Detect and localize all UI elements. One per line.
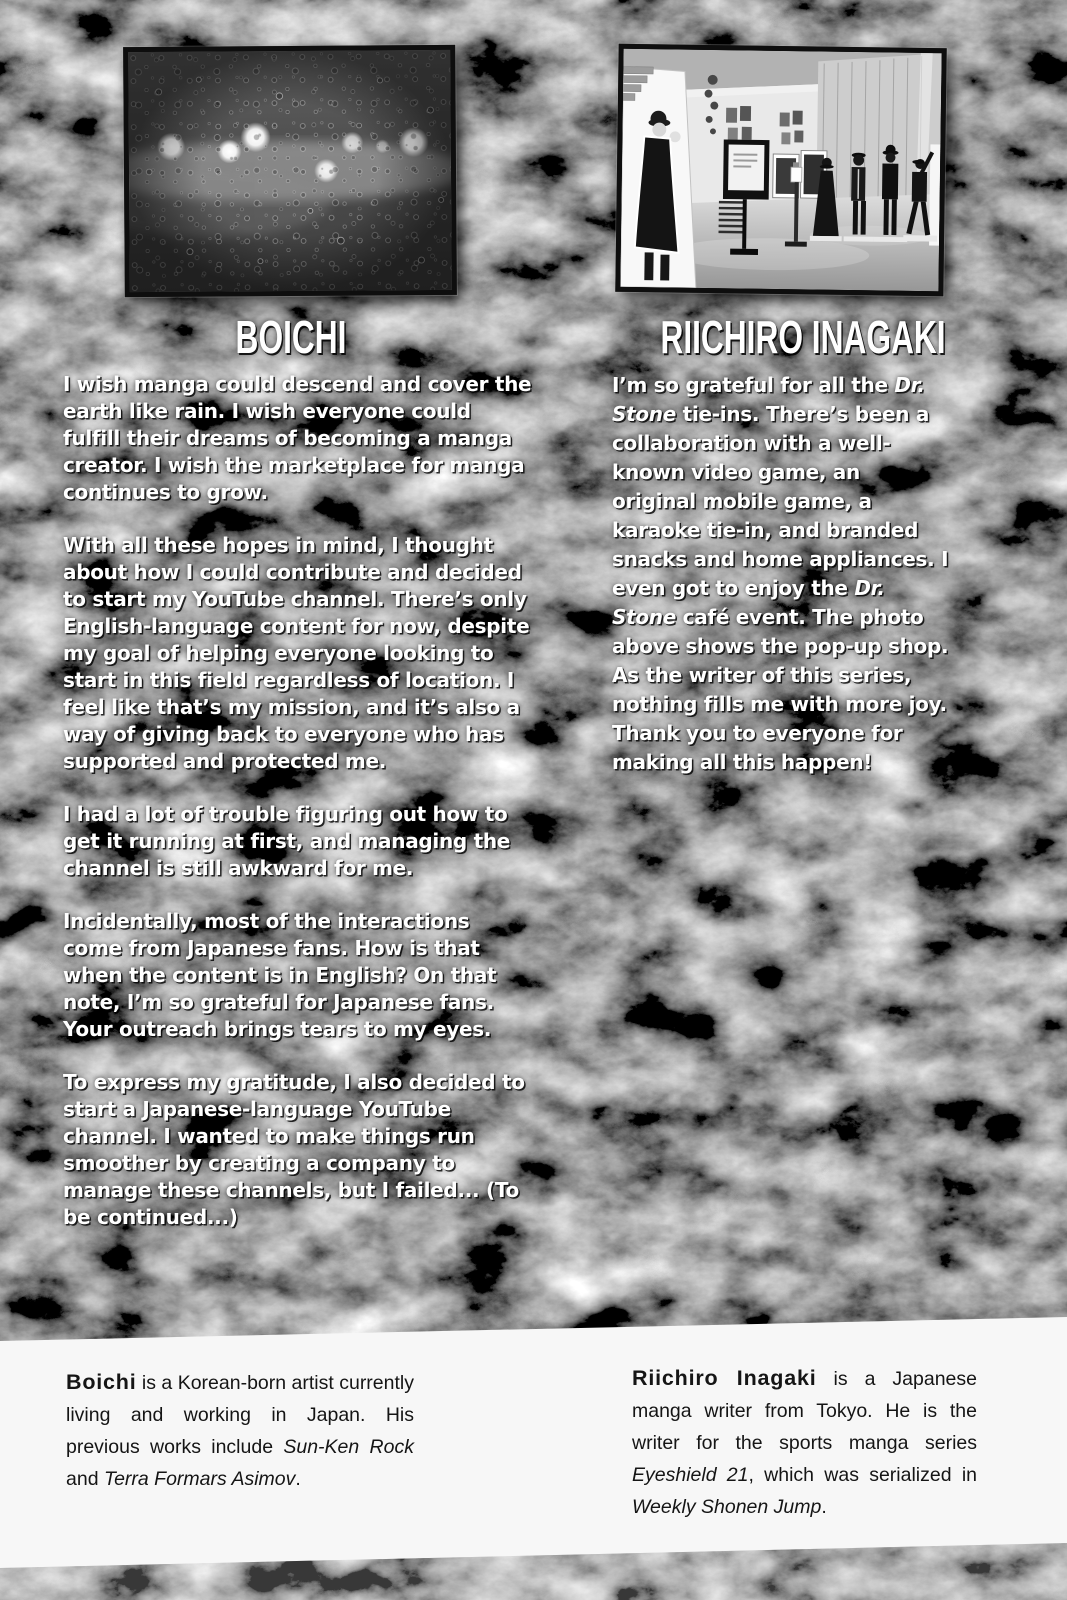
inagaki-bio-text-2: , which was serialized in: [748, 1464, 977, 1486]
boichi-bio-text-1: is a Korean-born artist currently living and working in Japan. His previous works include: [66, 1372, 414, 1458]
boichi-paragraph-4: Incidentally, most of the interactions come from Japanese fans. How is that when the content is in English? On that note, I’m so grateful for Japanese fans. Your outreach brings tears to my eyes.: [63, 909, 497, 1041]
inagaki-seg-dr-stone-2: Dr. Stone: [612, 576, 885, 629]
boichi-paragraph-1: I wish manga could descend and cover the earth like rain. I wish everyone could fulfill their dreams of becoming a manga creator. I wish the marketplace for manga continues to grow.: [63, 372, 532, 504]
inagaki-bio-work-1: Eyeshield 21: [632, 1464, 749, 1486]
inagaki-seg-1: I’m so grateful for all the: [612, 373, 895, 397]
inagaki-seg-2: tie-ins. There’s been a collaboration with a well-known video game, an original mobile game, a karaoke tie-in, and branded snacks and home appliances. I even got to enjoy the: [612, 402, 949, 600]
author-heading-boichi: [63, 311, 518, 364]
boichi-bio-work-1: Sun-Ken Rock: [283, 1436, 414, 1458]
boichi-bio-name: Boichi: [66, 1370, 137, 1394]
inagaki-bio-work-2: Weekly Shonen Jump: [632, 1496, 822, 1518]
author-heading-riichiro-inagaki: [605, 311, 950, 364]
boichi-bio: [66, 1366, 414, 1495]
inagaki-seg-3: café event. The photo above shows the pop-up shop. As the writer of this series, nothing fills me with more joy. Thank you to everyone for making all this happen!: [612, 605, 949, 774]
boichi-paragraph-2: With all these hopes in mind, I thought about how I could contribute and decided to start my YouTube channel. There’s only English-language content for now, despite my goal of helping everyone looking to start in this field regardless of location. I feel like that’s my mission, and it’s also a way of giving back to everyone who has supported and protected me.: [63, 533, 530, 773]
popup-shop-illustration: [620, 49, 941, 291]
raindrops-illustration: [128, 50, 452, 292]
boichi-paragraph-3: I had a lot of trouble figuring out how to get it running at first, and managing the channel is still awkward for me.: [63, 802, 511, 880]
boichi-paragraph-5: To express my gratitude, I also decided to start a Japanese-language YouTube channel. I wanted to make things run smoother by creating a company to manage these channels, but I failed... (To be continued...): [63, 1070, 525, 1229]
inagaki-bio-period: .: [821, 1496, 827, 1518]
inagaki-bio-text-1: is a Japanese manga writer from Tokyo. He is the writer for the sports manga series: [632, 1368, 977, 1454]
author-heading-inagaki-text: RIICHIRO INAGAKI: [660, 311, 946, 364]
inagaki-paragraph: [612, 371, 950, 777]
boichi-bio-period: .: [295, 1468, 301, 1490]
inagaki-seg-dr-stone-1: Dr. Stone: [612, 373, 925, 426]
popup-shop-photo: [615, 44, 946, 297]
boichi-bio-text-2: and: [66, 1468, 104, 1490]
boichi-comment-column: [63, 371, 533, 1257]
inagaki-comment-column: [612, 371, 950, 803]
boichi-bio-work-2: Terra Formars Asimov: [103, 1468, 296, 1490]
inagaki-bio: [632, 1362, 977, 1523]
raindrops-on-glass-photo: [123, 45, 457, 297]
author-heading-boichi-text: BOICHI: [235, 311, 346, 364]
inagaki-bio-name: Riichiro Inagaki: [632, 1366, 817, 1390]
